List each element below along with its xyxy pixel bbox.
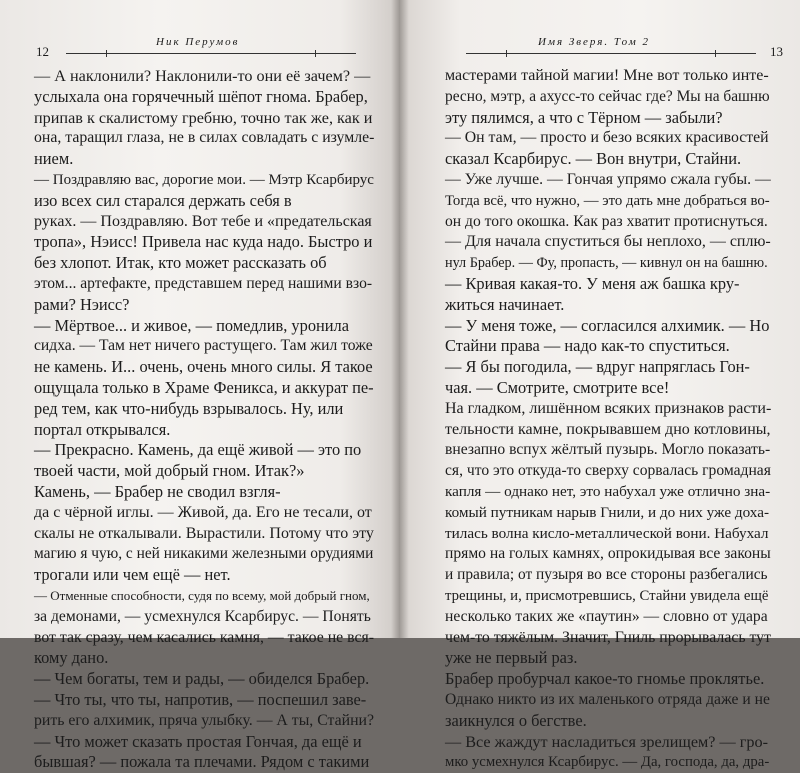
text-line: тропа», Нэисс! Привела нас куда надо. Быстро и — [34, 232, 373, 252]
text-line: припав к скалистому гребню, точно так же, как и — [34, 108, 373, 127]
page-number: 12 — [36, 44, 49, 59]
text-line: мастерами тайной магии! Мне вот только инте- — [445, 67, 769, 84]
text-line: рить его алхимик, пряча улыбку. — А ты, Стайни? — [34, 711, 375, 729]
text-line: магию я чую, с ней никакими железными орудиями — [34, 545, 374, 563]
running-title: Имя Зверя. Том 2 — [538, 36, 650, 48]
text-line: сказал Ксарбирус. — Вон внутри, Стайни. — [445, 149, 742, 169]
text-line: ред тем, как что-нибудь взрывалось. Ну, или — [34, 398, 344, 418]
text-line: — Поздравляю вас, дорогие мои. — Мэтр Ксарбирус — [34, 171, 374, 188]
text-line: капля — однако нет, это набухал уже отлично зна- — [445, 482, 771, 500]
text-line: тилась волна кисло-металлической вони. Набухал — [445, 524, 769, 542]
text-line: трещины, и, присмотревшись, Стайни увидела ещё — [445, 587, 769, 604]
text-line: и правила; от пузыря во все стороны разбегались — [445, 566, 768, 584]
text-line: рами? Нэисс? — [34, 294, 130, 314]
right-page-header — [448, 36, 783, 59]
text-line: уже не первый раз. — [445, 648, 578, 668]
text-line: изо всех сил старался держать себя в — [34, 190, 292, 210]
left-page-header — [36, 36, 386, 59]
text-line: чем-то тяжёлым. Значит, Гниль прорывалась тут — [445, 628, 771, 646]
text-line: Брабер пробурчал какое-то гномье проклятье. — [445, 669, 765, 689]
text-line: скалы не откалывали. Вырастили. Потому что эту — [34, 524, 374, 542]
text-line: руках. — Поздравляю. Вот тебе и «предательская — [34, 212, 372, 230]
text-line: Стайни права — надо как-то спуститься. — [445, 336, 730, 356]
page-number: 13 — [770, 44, 783, 59]
text-line: прямо на голых камнях, опрокидывая все законы — [445, 545, 771, 563]
text-line: — Я бы погодила, — вдруг напряглась Гон- — [445, 357, 750, 377]
text-line: — Отменные способности, судя по всему, мой добрый гном, — [34, 587, 370, 603]
text-line: она, таращил глаза, не в силах совладать с изумле- — [34, 129, 375, 147]
text-line: — Он там, — просто и безо всяких красивостей — [445, 129, 769, 147]
text-line: мко усмехнулся Ксарбирус. — Да, господа, да, дра- — [445, 754, 770, 771]
book-gutter-shadow — [391, 0, 409, 638]
text-line: за демонами, — усмехнулся Ксарбирус. — Понять — [34, 607, 371, 625]
text-line: он до того окошка. Как раз хватит протиснуться. — [445, 212, 768, 230]
text-line: вот так сразу, чем касались камня, — такое не вся- — [34, 628, 375, 646]
text-line: эту пялимся, а что с Тёрном — забыли? — [445, 107, 723, 127]
text-line: заикнулся о бегстве. — [445, 710, 587, 730]
left-page-text — [34, 66, 374, 773]
header-rule — [66, 53, 356, 54]
text-line: услыхала она горячечный шёпот гнома. Брабер, — [34, 86, 368, 106]
text-line: бывшая? — пожала та плечами. Рядом с такими — [34, 752, 370, 772]
text-line: не камень. И... очень, очень много силы. Я такое — [34, 357, 373, 377]
header-rule — [466, 53, 756, 54]
text-line: чая. — Смотрите, смотрите все! — [445, 377, 670, 397]
text-line: На гладком, лишённом всяких признаков расти- — [445, 399, 772, 417]
text-line: — Все жаждут насладиться зрелищем? — гро- — [445, 732, 768, 751]
text-line: без хлопот. Итак, кто может рассказать об — [34, 253, 327, 273]
text-line: — Кривая какая-то. У меня аж башка кру- — [445, 273, 740, 293]
text-line: — Что может сказать простая Гончая, да ещё и — [34, 731, 362, 751]
text-line: — Уже лучше. — Гончая упрямо сжала губы. — — [445, 170, 771, 188]
text-line: внезапно вспух жёлтый пузырь. Могло показать- — [445, 441, 771, 459]
text-line: да с чёрной иглы. — Живой, да. Его не тесали, от — [34, 503, 372, 521]
right-page — [400, 0, 800, 771]
text-line: Однако никто из их маленького отряда даже и не — [445, 690, 770, 708]
text-line: тельности камне, покрывавшем дно котловины, — [445, 420, 771, 438]
text-line: трогали или чем ещё — нет. — [34, 565, 231, 585]
text-line: ся, что это откуда-то сверху сорвалась громадная — [445, 462, 771, 480]
text-line: Тогда всё, что нужно, — это дать мне добраться во- — [445, 192, 770, 209]
text-line: ощущала только в Храме Феникса, и аккурат пе- — [34, 377, 374, 397]
text-line: комый путникам нарыв Гнили, и до них уже доха- — [445, 503, 770, 521]
running-title: Ник Перумов — [156, 36, 240, 48]
left-page — [0, 0, 400, 772]
text-line: — Для начала спуститься бы неплохо, — сплю- — [445, 233, 771, 251]
text-line: ресно, мэтр, а ахусс-то сейчас где? Мы на башню — [445, 87, 770, 105]
text-line: — А наклонили? Наклонили-то они её зачем? — — [34, 67, 371, 85]
right-page-text — [445, 66, 771, 773]
text-line: — У меня тоже, — согласился алхимик. — Но — [445, 315, 770, 335]
text-line: кому дано. — [34, 648, 109, 668]
text-line: — Мёртвое... и живое, — помедлив, уронила — [34, 315, 350, 335]
text-line: житься начинает. — [445, 294, 565, 314]
text-line: твоей части, мой добрый гном. Итак?» — [34, 461, 305, 481]
text-line: нул Брабер. — Фу, пропасть, — кивнул он на башню. — [445, 255, 768, 272]
text-line: нием. — [34, 149, 74, 169]
text-line: — Чем богаты, тем и рады, — обиделся Брабер. — [34, 669, 370, 689]
text-line: несколько таких же «паутин» — словно от удара — [445, 607, 768, 625]
text-line: портал открывался. — [34, 419, 171, 439]
text-line: этом... артефакте, представшем перед нашими взо- — [34, 274, 373, 292]
text-line: Камень, — Брабер не сводил взгля- — [34, 481, 281, 501]
text-line: — Что ты, что ты, напротив, — поспешил заве- — [34, 689, 367, 709]
text-line: сидха. — Там нет ничего растущего. Там жил тоже — [34, 337, 373, 355]
text-line: — Прекрасно. Камень, да ещё живой — это по — [34, 440, 362, 460]
